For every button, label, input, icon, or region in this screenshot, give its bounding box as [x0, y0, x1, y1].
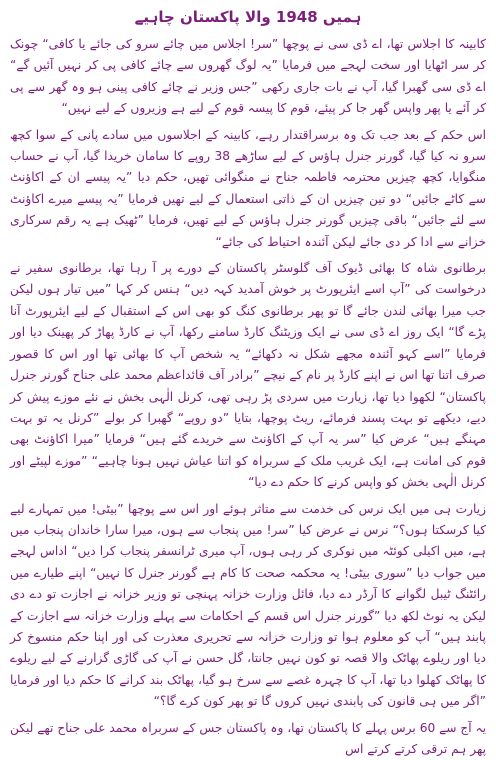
article-paragraph-2: اس حکم کے بعد جب تک وہ برسراقتدار رہے، کابینہ کے اجلاسوں میں سادے پانی کے سوا کچھ سرو نہ کیا گیا، گورنر جنرل ہاؤس کے لیے ساڑھے 38 روپے کا سامان خریدا گیا، آپ نے حساب منگوایا، کچھ چیزیں محترمہ فاطمہ جناح نے منگوائی تھیں، حکم دیا ”یہ پیسے ان کے اکاؤنٹ سے کاٹے جائیں“ دو تین چیزیں ان کے ذاتی استعمال کے لیے تھیں فرمایا ”یہ پیسے میرے اکاؤنٹ سے لئے جائیں“ باقی چیزیں گورنر جنرل ہاؤس کے لیے تھیں، فرمایا ”ٹھیک ہے یہ رقم سرکاری خزانے سے ادا کر دی جائے لیکن آئندہ احتیاط کی جائے“	[10, 127, 486, 249]
article-paragraph-1: کابینہ کا اجلاس تھا، اے ڈی سی نے پوچھا ”سر! اجلاس میں چائے سرو کی جائے یا کافی“ چونک کر سر اٹھایا اور سخت لہجے میں فرمایا ”یہ لوگ گھروں سے چائے کافی پی کر نہیں آئیں گے“ اے ڈی سی گھبرا گیا، آپ نے بات جاری رکھی ”جس وزیر نے چائے کافی پینی ہو وہ گھر سے پی کر آئے یا پھر واپس گھر جا کر پیئے، قوم کا پیسہ قوم کے لیے ہے وزیروں کے لیے نہیں“	[10, 37, 486, 116]
article-paragraph-3: برطانوی شاہ کا بھائی ڈیوک آف گلوسٹر پاکستان کے دورے پر آ رہا تھا، برطانوی سفیر نے درخواست کی ”آپ اسے ایئرپورٹ پر خوش آمدید کہہ دیں“ ہنس کر کہا ”میں تیار ہوں لیکن جب میرا بھائی لندن جائے گا تو پھر برطانوی کنگ کو بھی اس کے استقبال کے لیے ایئرپورٹ آنا پڑے گا“ ایک روز اے ڈی سی نے ایک وزیٹنگ کارڈ سامنے رکھا، آپ نے کارڈ پھاڑ کر پھینک دیا اور فرمایا ”اسے کہو آئندہ مجھے شکل نہ دکھائے“ یہ شخص آپ کا بھائی تھا اور اس کا قصور صرف اتنا تھا اس نے اپنے کارڈ پر نام کے نیچے ”برادر آف قائداعظم محمد علی جناح گورنر جنرل پاکستان“ لکھوا دیا تھا، زیارت میں سردی پڑ رہی تھی، کرنل الٰہی بخش نے نئے موزے پیش کر دیے، دیکھے تو بہت پسند فرمائے، ریٹ پوچھا، بتایا ”دو روپے“ گھبرا کر بولے ”کرنل یہ تو بہت مہنگے ہیں“ عرض کیا ”سر یہ آپ کے اکاؤنٹ سے خریدے گئے ہیں“ فرمایا ”میرا اکاؤنٹ بھی قوم کی امانت ہے، ایک غریب ملک کے سربراہ کو اتنا عیاش نہیں ہونا چاہیے“ ”موزے لپیٹے اور کرنل الٰہی بخش کو واپس کرنے کا حکم دے دیا“	[10, 261, 486, 490]
article-paragraph-4: زیارت ہی میں ایک نرس کی خدمت سے متاثر ہوئے اور اس سے پوچھا ”بیٹی! میں تمہارے لیے کیا کرسکتا ہوں؟“ نرس نے عرض کیا ”سر! میں پنجاب سے ہوں، میرا سارا خاندان پنجاب میں ہے، میں اکیلی کوئٹہ میں نوکری کر رہی ہوں، آپ میری ٹرانسفر پنجاب کرا دیں“ اداس لہجے میں جواب دیا ”سوری بیٹی! یہ محکمہ صحت کا کام ہے گورنر جنرل کا نہیں“ اپنے طیارے میں رائٹنگ ٹیبل لگوانے کا آرڈر دے دیا، فائل وزارت خزانہ پہنچی تو وزیر خزانہ نے اجازت تو دے دی لیکن یہ نوٹ لکھ دیا ”گورنر جنرل اس قسم کے احکامات سے پہلے وزارت خزانہ سے اجازت کے پابند ہیں“ آپ کو معلوم ہوا تو وزارت خزانہ سے تحریری معذرت کی اور اپنا حکم منسوخ کر دیا اور ریلوے پھاٹک والا قصہ تو کون نہیں جانتا، گل حسن نے آپ کی گاڑی گزارنے کے لیے ریلوے کا پھاٹک کھلوا دیا تھا، آپ کا چہرہ غصے سے سرخ ہو گیا، پھاٹک بند کرانے کا حکم دیا اور فرمایا ”اگر میں ہی قانون کی پابندی نہیں کروں گا تو پھر کون کرے گا؟“	[10, 501, 486, 709]
article-paragraph-5: یہ آج سے 60 برس پہلے کا پاکستان تھا، وہ پاکستان جس کے سربراہ محمد علی جناح تھے لیکن پھر ہم ترقی کرتے کرتے اس	[10, 720, 487, 756]
article-title: ہمیں 1948 والا پاکستان چاہیے	[134, 8, 362, 26]
